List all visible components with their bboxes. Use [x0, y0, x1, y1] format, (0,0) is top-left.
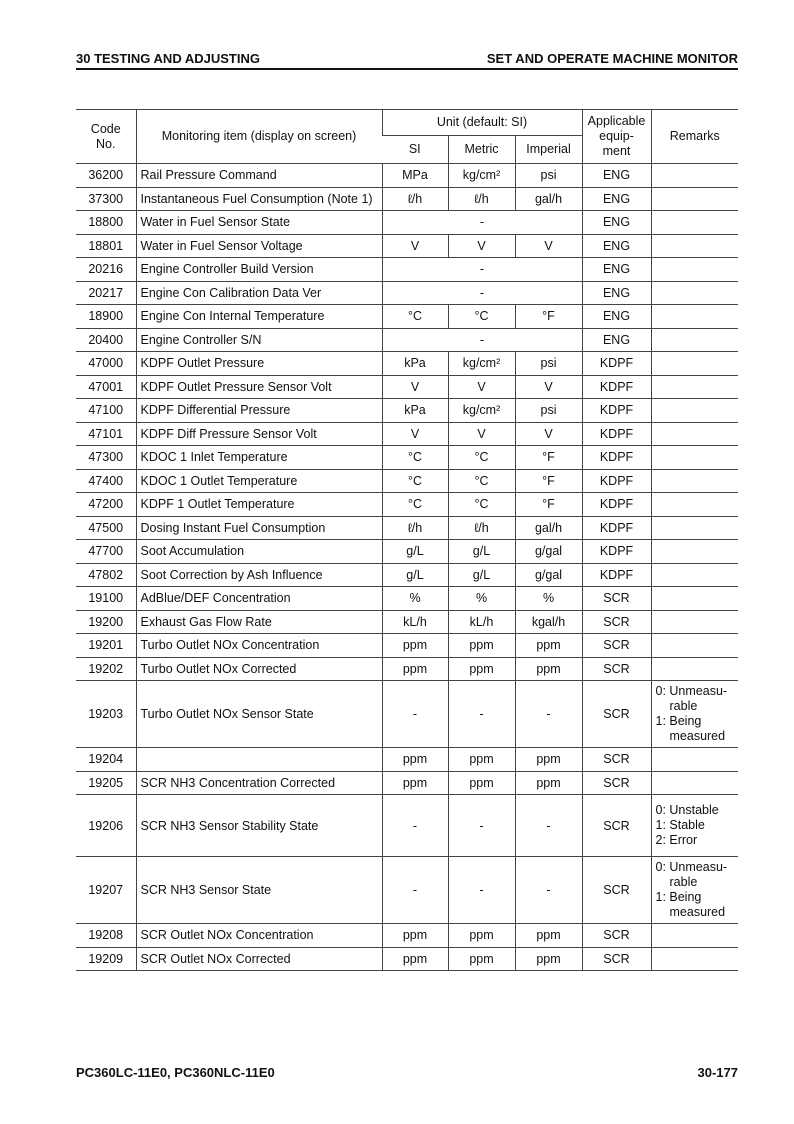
- remark-line: 0: Unmeasu-: [655, 684, 728, 698]
- si-unit-cell: °C: [382, 469, 448, 493]
- code-cell: 19209: [76, 947, 136, 971]
- header-metric: Metric: [448, 136, 515, 164]
- remarks-cell: [651, 924, 738, 948]
- si-unit-cell: ℓ/h: [382, 516, 448, 540]
- metric-unit-cell: kL/h: [448, 610, 515, 634]
- code-cell: 47200: [76, 493, 136, 517]
- table-row: [76, 587, 738, 611]
- table-row: [76, 748, 738, 772]
- imperial-unit-cell: °F: [515, 493, 582, 517]
- code-cell: 19205: [76, 771, 136, 795]
- remark-line: 1: Being: [655, 714, 702, 728]
- item-cell: SCR NH3 Concentration Corrected: [136, 771, 382, 795]
- table-row: [76, 187, 738, 211]
- header-imperial: Imperial: [515, 136, 582, 164]
- si-unit-cell: °C: [382, 305, 448, 329]
- equip-cell: SCR: [582, 610, 651, 634]
- equip-cell: KDPF: [582, 563, 651, 587]
- item-cell: SCR NH3 Sensor State: [136, 857, 382, 924]
- code-cell: 19100: [76, 587, 136, 611]
- si-unit-cell: -: [382, 681, 448, 748]
- remarks-cell: [651, 258, 738, 282]
- equip-cell: SCR: [582, 947, 651, 971]
- imperial-unit-cell: ppm: [515, 748, 582, 772]
- equip-cell: KDPF: [582, 493, 651, 517]
- si-unit-cell: V: [382, 234, 448, 258]
- code-cell: 47100: [76, 399, 136, 423]
- code-cell: 47802: [76, 563, 136, 587]
- table-row: [76, 681, 738, 748]
- imperial-unit-cell: psi: [515, 164, 582, 188]
- item-cell: Instantaneous Fuel Consumption (Note 1): [136, 187, 382, 211]
- header-unit-group: Unit (default: SI): [382, 110, 582, 136]
- item-cell: KDPF Diff Pressure Sensor Volt: [136, 422, 382, 446]
- remark-line: 0: Unstable: [655, 803, 719, 817]
- code-cell: 18801: [76, 234, 136, 258]
- header-code: Code No.: [76, 110, 136, 164]
- si-unit-cell: g/L: [382, 563, 448, 587]
- remarks-cell: [651, 375, 738, 399]
- item-cell: Rail Pressure Command: [136, 164, 382, 188]
- imperial-unit-cell: g/gal: [515, 540, 582, 564]
- item-cell: Soot Correction by Ash Influence: [136, 563, 382, 587]
- si-unit-cell: ppm: [382, 924, 448, 948]
- unit-merged-cell: -: [382, 328, 582, 352]
- item-cell: SCR NH3 Sensor Stability State: [136, 795, 382, 857]
- remark-line: rable: [669, 699, 698, 713]
- equip-cell: KDPF: [582, 446, 651, 470]
- imperial-unit-cell: ppm: [515, 657, 582, 681]
- remarks-cell: [651, 795, 738, 857]
- equip-cell: ENG: [582, 328, 651, 352]
- table-row: [76, 164, 738, 188]
- remark-line: measured: [669, 905, 726, 919]
- metric-unit-cell: V: [448, 234, 515, 258]
- table-row: [76, 795, 738, 857]
- metric-unit-cell: V: [448, 422, 515, 446]
- code-cell: 47300: [76, 446, 136, 470]
- remark-line: measured: [669, 729, 726, 743]
- equip-cell: KDPF: [582, 422, 651, 446]
- imperial-unit-cell: V: [515, 234, 582, 258]
- code-cell: 47101: [76, 422, 136, 446]
- page-header: [76, 48, 738, 68]
- item-cell: AdBlue/DEF Concentration: [136, 587, 382, 611]
- code-cell: 18800: [76, 211, 136, 235]
- table-row: [76, 634, 738, 658]
- table-row: [76, 771, 738, 795]
- equip-cell: SCR: [582, 857, 651, 924]
- unit-merged-cell: -: [382, 258, 582, 282]
- si-unit-cell: ℓ/h: [382, 187, 448, 211]
- table-row: [76, 469, 738, 493]
- item-cell: KDOC 1 Inlet Temperature: [136, 446, 382, 470]
- equip-cell: SCR: [582, 795, 651, 857]
- remark-line: 1: Stable: [655, 818, 705, 832]
- unit-merged-cell: -: [382, 211, 582, 235]
- equip-cell: SCR: [582, 681, 651, 748]
- remarks-cell: [651, 493, 738, 517]
- code-cell: 20400: [76, 328, 136, 352]
- si-unit-cell: V: [382, 375, 448, 399]
- table-row: [76, 352, 738, 376]
- table-row: [76, 493, 738, 517]
- table-row: [76, 258, 738, 282]
- imperial-unit-cell: g/gal: [515, 563, 582, 587]
- item-cell: SCR Outlet NOx Concentration: [136, 924, 382, 948]
- table-body: [76, 164, 738, 971]
- si-unit-cell: ppm: [382, 634, 448, 658]
- table-row: [76, 375, 738, 399]
- metric-unit-cell: °C: [448, 469, 515, 493]
- metric-unit-cell: ppm: [448, 947, 515, 971]
- equip-cell: KDPF: [582, 540, 651, 564]
- metric-unit-cell: ppm: [448, 748, 515, 772]
- table-row: [76, 516, 738, 540]
- imperial-unit-cell: psi: [515, 399, 582, 423]
- chapter-title: SET AND OPERATE MACHINE MONITOR: [486, 50, 738, 66]
- metric-unit-cell: g/L: [448, 563, 515, 587]
- metric-unit-cell: g/L: [448, 540, 515, 564]
- remarks-cell: [651, 211, 738, 235]
- header-si: SI: [382, 136, 448, 164]
- item-cell: SCR Outlet NOx Corrected: [136, 947, 382, 971]
- item-cell: Engine Con Internal Temperature: [136, 305, 382, 329]
- imperial-unit-cell: -: [515, 795, 582, 857]
- item-cell: KDPF Outlet Pressure Sensor Volt: [136, 375, 382, 399]
- equip-cell: ENG: [582, 211, 651, 235]
- remarks-cell: [651, 857, 738, 924]
- remarks-cell: [651, 610, 738, 634]
- code-cell: 37300: [76, 187, 136, 211]
- si-unit-cell: ppm: [382, 657, 448, 681]
- equip-cell: ENG: [582, 305, 651, 329]
- imperial-unit-cell: ppm: [515, 924, 582, 948]
- metric-unit-cell: %: [448, 587, 515, 611]
- table-row: [76, 328, 738, 352]
- item-cell: Turbo Outlet NOx Corrected: [136, 657, 382, 681]
- section-title: 30 TESTING AND ADJUSTING: [76, 50, 260, 66]
- metric-unit-cell: kg/cm²: [448, 399, 515, 423]
- si-unit-cell: -: [382, 795, 448, 857]
- remarks-cell: [651, 947, 738, 971]
- remarks-cell: [651, 328, 738, 352]
- equip-cell: SCR: [582, 587, 651, 611]
- table-row: [76, 947, 738, 971]
- remarks-cell: [651, 187, 738, 211]
- remarks-cell: [651, 469, 738, 493]
- table-row: [76, 563, 738, 587]
- code-cell: 19203: [76, 681, 136, 748]
- remark-line: 1: Being: [655, 890, 702, 904]
- si-unit-cell: °C: [382, 493, 448, 517]
- remarks-cell: [651, 563, 738, 587]
- si-unit-cell: %: [382, 587, 448, 611]
- code-cell: 19207: [76, 857, 136, 924]
- metric-unit-cell: ppm: [448, 634, 515, 658]
- remarks-cell: [651, 748, 738, 772]
- equip-cell: ENG: [582, 234, 651, 258]
- code-cell: 47001: [76, 375, 136, 399]
- item-cell: Turbo Outlet NOx Concentration: [136, 634, 382, 658]
- remarks-cell: [651, 681, 738, 748]
- remarks-cell: [651, 305, 738, 329]
- code-cell: 36200: [76, 164, 136, 188]
- item-cell: KDPF Outlet Pressure: [136, 352, 382, 376]
- code-cell: 47500: [76, 516, 136, 540]
- remark-line: 0: Unmeasu-: [655, 860, 728, 874]
- remarks-cell: [651, 446, 738, 470]
- code-cell: 19204: [76, 748, 136, 772]
- table-row: [76, 305, 738, 329]
- table-row: [76, 610, 738, 634]
- item-cell: Turbo Outlet NOx Sensor State: [136, 681, 382, 748]
- si-unit-cell: -: [382, 857, 448, 924]
- table-row: [76, 857, 738, 924]
- remarks-cell: [651, 399, 738, 423]
- imperial-unit-cell: kgal/h: [515, 610, 582, 634]
- unit-merged-cell: -: [382, 281, 582, 305]
- model-number: PC360LC-11E0, PC360NLC-11E0: [76, 1065, 275, 1080]
- table-row: [76, 281, 738, 305]
- imperial-unit-cell: °F: [515, 469, 582, 493]
- si-unit-cell: ppm: [382, 947, 448, 971]
- equip-cell: ENG: [582, 187, 651, 211]
- metric-unit-cell: ℓ/h: [448, 516, 515, 540]
- imperial-unit-cell: gal/h: [515, 516, 582, 540]
- remarks-cell: [651, 352, 738, 376]
- table-row: [76, 211, 738, 235]
- remarks-cell: [651, 657, 738, 681]
- item-cell: Dosing Instant Fuel Consumption: [136, 516, 382, 540]
- table-row: [76, 422, 738, 446]
- header-remarks: Remarks: [651, 110, 738, 164]
- metric-unit-cell: ppm: [448, 924, 515, 948]
- code-cell: 19202: [76, 657, 136, 681]
- equip-cell: KDPF: [582, 516, 651, 540]
- metric-unit-cell: °C: [448, 446, 515, 470]
- si-unit-cell: kL/h: [382, 610, 448, 634]
- imperial-unit-cell: %: [515, 587, 582, 611]
- metric-unit-cell: ℓ/h: [448, 187, 515, 211]
- equip-cell: SCR: [582, 748, 651, 772]
- remark-line: rable: [669, 875, 698, 889]
- metric-unit-cell: ppm: [448, 771, 515, 795]
- si-unit-cell: ppm: [382, 771, 448, 795]
- monitoring-items-table: [76, 109, 738, 971]
- item-cell: Water in Fuel Sensor State: [136, 211, 382, 235]
- si-unit-cell: kPa: [382, 352, 448, 376]
- metric-unit-cell: kg/cm²: [448, 164, 515, 188]
- remarks-cell: [651, 422, 738, 446]
- metric-unit-cell: °C: [448, 305, 515, 329]
- code-cell: 47400: [76, 469, 136, 493]
- remarks-cell: [651, 540, 738, 564]
- code-cell: 19201: [76, 634, 136, 658]
- table-row: [76, 540, 738, 564]
- imperial-unit-cell: ppm: [515, 771, 582, 795]
- item-cell: Engine Controller S/N: [136, 328, 382, 352]
- item-cell: Water in Fuel Sensor Voltage: [136, 234, 382, 258]
- table-row: [76, 399, 738, 423]
- remarks-cell: [651, 164, 738, 188]
- imperial-unit-cell: -: [515, 681, 582, 748]
- page-number: 30-177: [697, 1065, 738, 1080]
- table-row: [76, 657, 738, 681]
- equip-cell: ENG: [582, 164, 651, 188]
- page-footer: [76, 1065, 738, 1080]
- code-cell: 18900: [76, 305, 136, 329]
- code-cell: 20217: [76, 281, 136, 305]
- equip-cell: SCR: [582, 771, 651, 795]
- remarks-cell: [651, 587, 738, 611]
- si-unit-cell: ppm: [382, 748, 448, 772]
- imperial-unit-cell: gal/h: [515, 187, 582, 211]
- item-cell: Engine Con Calibration Data Ver: [136, 281, 382, 305]
- item-cell: [136, 748, 382, 772]
- code-cell: 20216: [76, 258, 136, 282]
- remarks-cell: [651, 234, 738, 258]
- equip-cell: ENG: [582, 258, 651, 282]
- equip-cell: SCR: [582, 634, 651, 658]
- item-cell: Soot Accumulation: [136, 540, 382, 564]
- si-unit-cell: V: [382, 422, 448, 446]
- metric-unit-cell: V: [448, 375, 515, 399]
- item-cell: Exhaust Gas Flow Rate: [136, 610, 382, 634]
- remarks-cell: [651, 771, 738, 795]
- equip-cell: KDPF: [582, 469, 651, 493]
- table-row: [76, 924, 738, 948]
- si-unit-cell: MPa: [382, 164, 448, 188]
- code-cell: 19208: [76, 924, 136, 948]
- metric-unit-cell: kg/cm²: [448, 352, 515, 376]
- equip-cell: SCR: [582, 657, 651, 681]
- equip-cell: KDPF: [582, 399, 651, 423]
- si-unit-cell: kPa: [382, 399, 448, 423]
- si-unit-cell: g/L: [382, 540, 448, 564]
- imperial-unit-cell: ppm: [515, 947, 582, 971]
- item-cell: Engine Controller Build Version: [136, 258, 382, 282]
- metric-unit-cell: -: [448, 795, 515, 857]
- equip-cell: KDPF: [582, 352, 651, 376]
- remarks-cell: [651, 634, 738, 658]
- header-rule: [76, 68, 738, 70]
- code-cell: 19206: [76, 795, 136, 857]
- equip-cell: KDPF: [582, 375, 651, 399]
- table-row: [76, 234, 738, 258]
- metric-unit-cell: -: [448, 857, 515, 924]
- imperial-unit-cell: °F: [515, 446, 582, 470]
- equip-cell: ENG: [582, 281, 651, 305]
- imperial-unit-cell: ppm: [515, 634, 582, 658]
- table-row: [76, 446, 738, 470]
- remarks-cell: [651, 281, 738, 305]
- header-item: Monitoring item (display on screen): [136, 110, 382, 164]
- imperial-unit-cell: psi: [515, 352, 582, 376]
- imperial-unit-cell: -: [515, 857, 582, 924]
- item-cell: KDOC 1 Outlet Temperature: [136, 469, 382, 493]
- code-cell: 47700: [76, 540, 136, 564]
- remark-line: 2: Error: [655, 833, 698, 847]
- remarks-cell: [651, 516, 738, 540]
- equip-cell: SCR: [582, 924, 651, 948]
- header-equip: Applicable equip- ment: [582, 110, 651, 164]
- si-unit-cell: °C: [382, 446, 448, 470]
- imperial-unit-cell: V: [515, 375, 582, 399]
- code-cell: 47000: [76, 352, 136, 376]
- item-cell: KDPF 1 Outlet Temperature: [136, 493, 382, 517]
- code-cell: 19200: [76, 610, 136, 634]
- metric-unit-cell: -: [448, 681, 515, 748]
- imperial-unit-cell: °F: [515, 305, 582, 329]
- imperial-unit-cell: V: [515, 422, 582, 446]
- item-cell: KDPF Differential Pressure: [136, 399, 382, 423]
- metric-unit-cell: °C: [448, 493, 515, 517]
- metric-unit-cell: ppm: [448, 657, 515, 681]
